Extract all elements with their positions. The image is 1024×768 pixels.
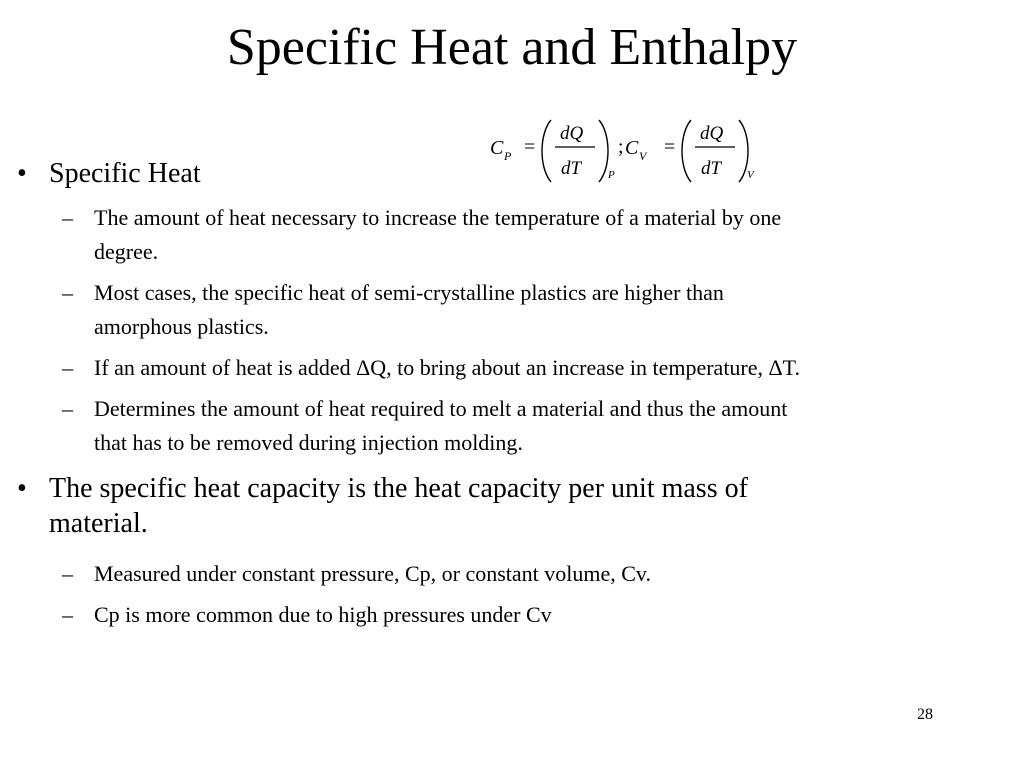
cv-outer-subscript: V — [747, 169, 754, 181]
bullet-line: material. — [49, 508, 148, 539]
slide-title: Specific Heat and Enthalpy — [226, 19, 798, 76]
sub-bullet-marker: – — [62, 355, 73, 380]
bullet-text: Specific Heat — [49, 158, 201, 189]
cv-numerator: dQ — [700, 123, 724, 144]
sub-bullet-line: If an amount of heat is added ΔQ, to bring about an increase in temperature, ΔT. — [94, 355, 800, 380]
right-paren — [599, 120, 608, 182]
left-paren — [542, 120, 551, 182]
cp-outer-subscript: P — [608, 169, 615, 181]
sub-bullet-line: amorphous plastics. — [94, 314, 269, 339]
bullet-marker: • — [17, 473, 27, 504]
page-number: 28 — [917, 706, 933, 723]
cp-equals: = — [524, 136, 536, 158]
equation-separator: ; — [618, 136, 624, 158]
cp-symbol: C — [490, 137, 504, 159]
sub-bullet-marker: – — [62, 561, 73, 586]
sub-bullet-marker: – — [62, 280, 73, 305]
sub-bullet — [62, 598, 552, 632]
cv-symbol: C — [625, 137, 639, 159]
cv-equals: = — [664, 136, 676, 158]
sub-bullet — [62, 392, 788, 460]
sub-bullet-line: The amount of heat necessary to increase the temperature of a material by one — [94, 205, 782, 230]
sub-bullet — [62, 557, 652, 591]
sub-bullet-line: degree. — [94, 239, 159, 264]
cp-denominator: dT — [561, 158, 582, 179]
cp-numerator: dQ — [560, 123, 584, 144]
bullet-marker: • — [17, 158, 27, 189]
sub-bullet-marker: – — [62, 602, 73, 627]
bullet-line: The specific heat capacity is the heat capacity per unit mass of — [49, 473, 748, 504]
cp-subscript: P — [504, 149, 512, 163]
sub-bullet-line: Determines the amount of heat required to melt a material and thus the amount — [94, 396, 788, 421]
cv-denominator: dT — [701, 158, 722, 179]
sub-bullet-line: that has to be removed during injection molding. — [94, 430, 523, 455]
sub-bullet-line: Cp is more common due to high pressures under Cv — [94, 602, 552, 627]
specific-heat-equation — [487, 112, 767, 188]
sub-bullet-line: Most cases, the specific heat of semi-crystalline plastics are higher than — [94, 280, 724, 305]
left-paren — [682, 120, 691, 182]
bullet-specific-heat — [17, 156, 201, 191]
sub-bullet-marker: – — [62, 396, 73, 421]
cv-subscript: V — [639, 149, 647, 163]
sub-bullet-marker: – — [62, 205, 73, 230]
sub-bullet-line: Measured under constant pressure, Cp, or constant volume, Cv. — [94, 561, 652, 586]
sub-bullet — [62, 276, 724, 344]
sub-bullet — [62, 351, 800, 385]
sub-bullet — [62, 201, 782, 269]
bullet-specific-heat-capacity — [17, 471, 748, 541]
